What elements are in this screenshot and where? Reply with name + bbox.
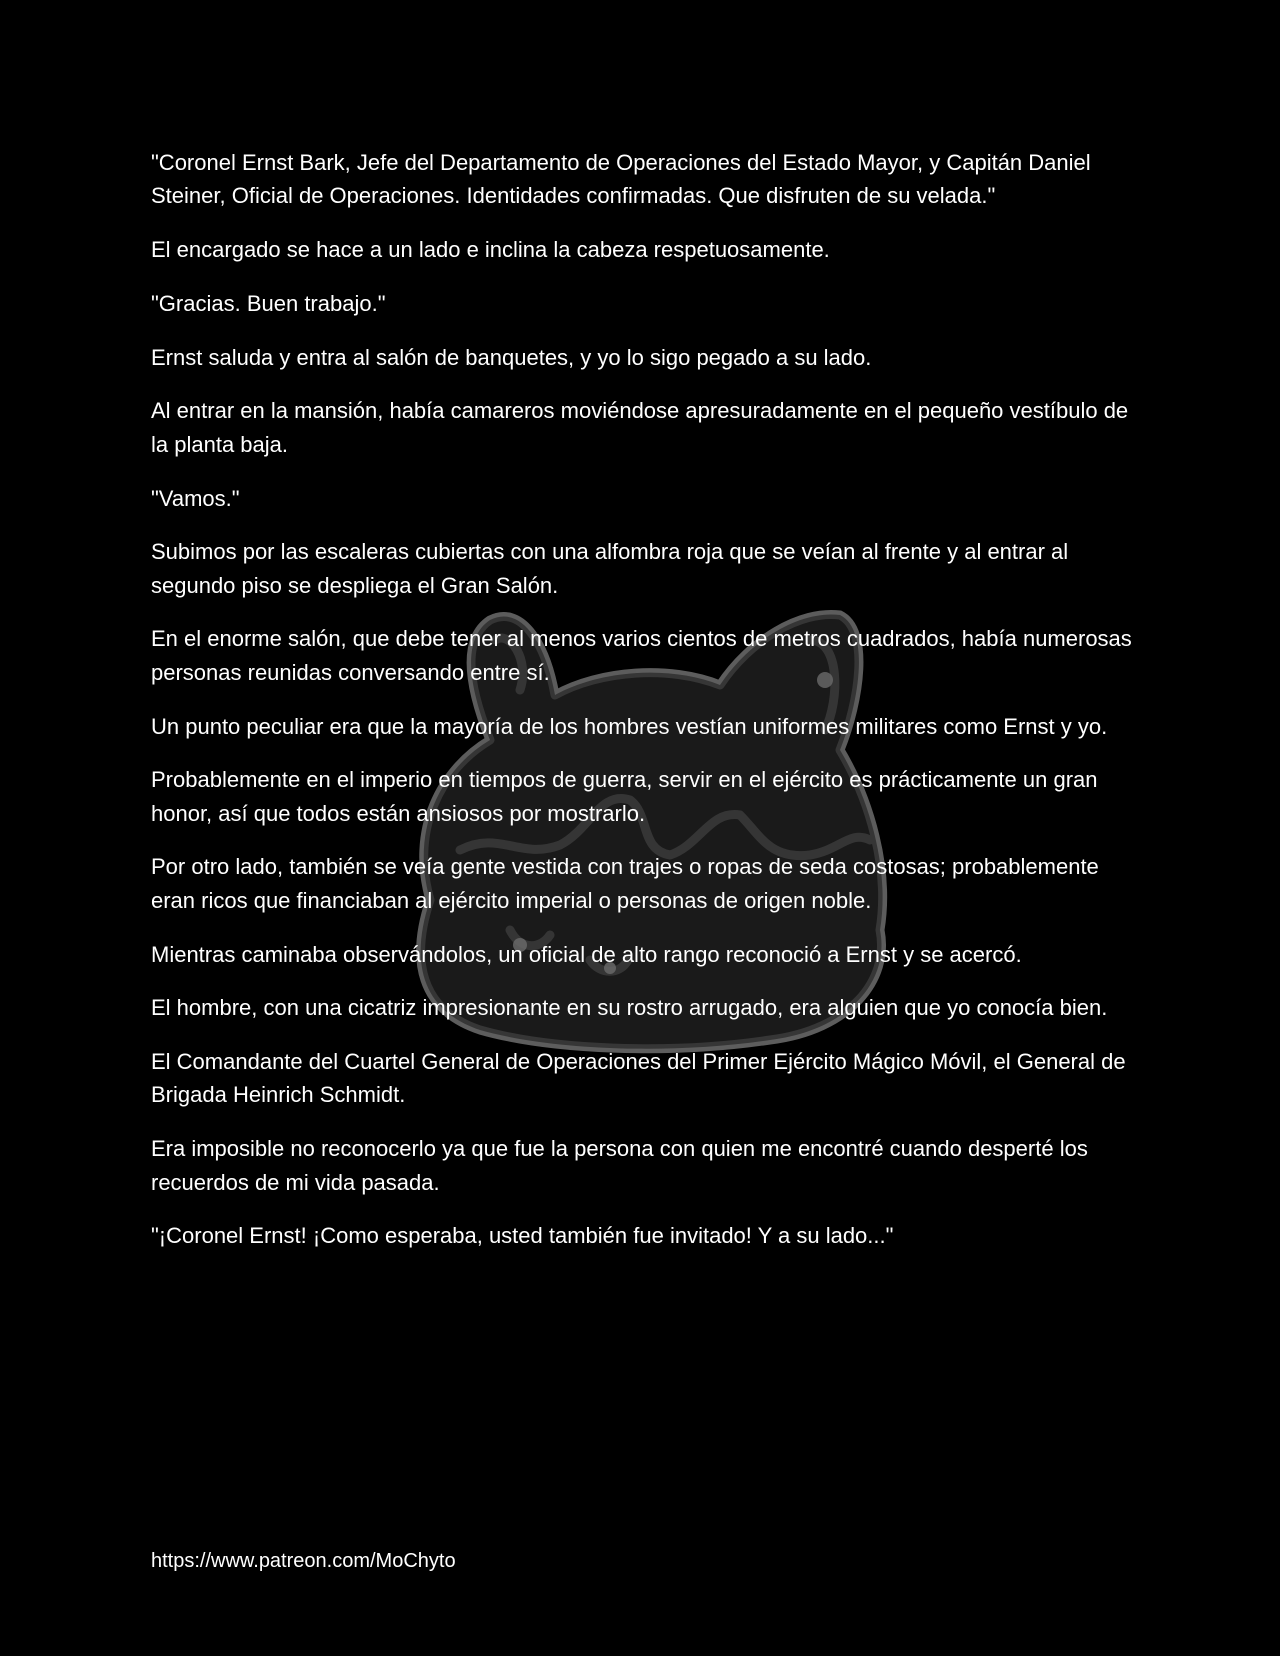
chapter-text: [151, 146, 1136, 1273]
paragraph: Mientras caminaba observándolos, un oficial de alto rango reconoció a Ernst y se acercó.: [151, 941, 1022, 967]
paragraph: Subimos por las escaleras cubiertas con una alfombra roja que se veían al frente y al entrar al segundo piso se despliega el Gran Salón.: [151, 539, 1069, 598]
paragraph: Por otro lado, también se veía gente vestida con trajes o ropas de seda costosas; probablemente eran ricos que financiaban al ejército imperial o personas de origen noble.: [151, 854, 1099, 913]
paragraph: En el enorme salón, que debe tener al menos varios cientos de metros cuadrados, había numerosas personas reunidas conversando entre sí.: [151, 626, 1132, 685]
paragraph: "Gracias. Buen trabajo.": [151, 290, 386, 316]
paragraph: Era imposible no reconocerlo ya que fue la persona con quien me encontré cuando desperté los recuerdos de mi vida pasada.: [151, 1136, 1088, 1195]
paragraph: El encargado se hace a un lado e inclina la cabeza respetuosamente.: [151, 237, 830, 263]
paragraph: "Coronel Ernst Bark, Jefe del Departamento de Operaciones del Estado Mayor, y Capitán Daniel Steiner, Oficial de Operaciones. Identidades confirmadas. Que disfruten de su velada.": [151, 150, 1091, 209]
paragraph: El hombre, con una cicatriz impresionante en su rostro arrugado, era alguien que yo conocía bien.: [151, 995, 1108, 1021]
paragraph: Un punto peculiar era que la mayoría de los hombres vestían uniformes militares como Ernst y yo.: [151, 713, 1108, 739]
patreon-link[interactable]: https://www.patreon.com/MoChyto: [151, 1550, 456, 1572]
paragraph: Ernst saluda y entra al salón de banquetes, y yo lo sigo pegado a su lado.: [151, 344, 872, 370]
paragraph: "¡Coronel Ernst! ¡Como esperaba, usted también fue invitado! Y a su lado...": [151, 1223, 894, 1249]
paragraph: Probablemente en el imperio en tiempos de guerra, servir en el ejército es prácticamente un gran honor, así que todos están ansiosos por mostrarlo.: [151, 767, 1098, 826]
paragraph: El Comandante del Cuartel General de Operaciones del Primer Ejército Mágico Móvil, el General de Brigada Heinrich Schmidt.: [151, 1049, 1126, 1108]
paragraph: "Vamos.": [151, 485, 240, 511]
paragraph: Al entrar en la mansión, había camareros moviéndose apresuradamente en el pequeño vestíbulo de la planta baja.: [151, 398, 1129, 457]
